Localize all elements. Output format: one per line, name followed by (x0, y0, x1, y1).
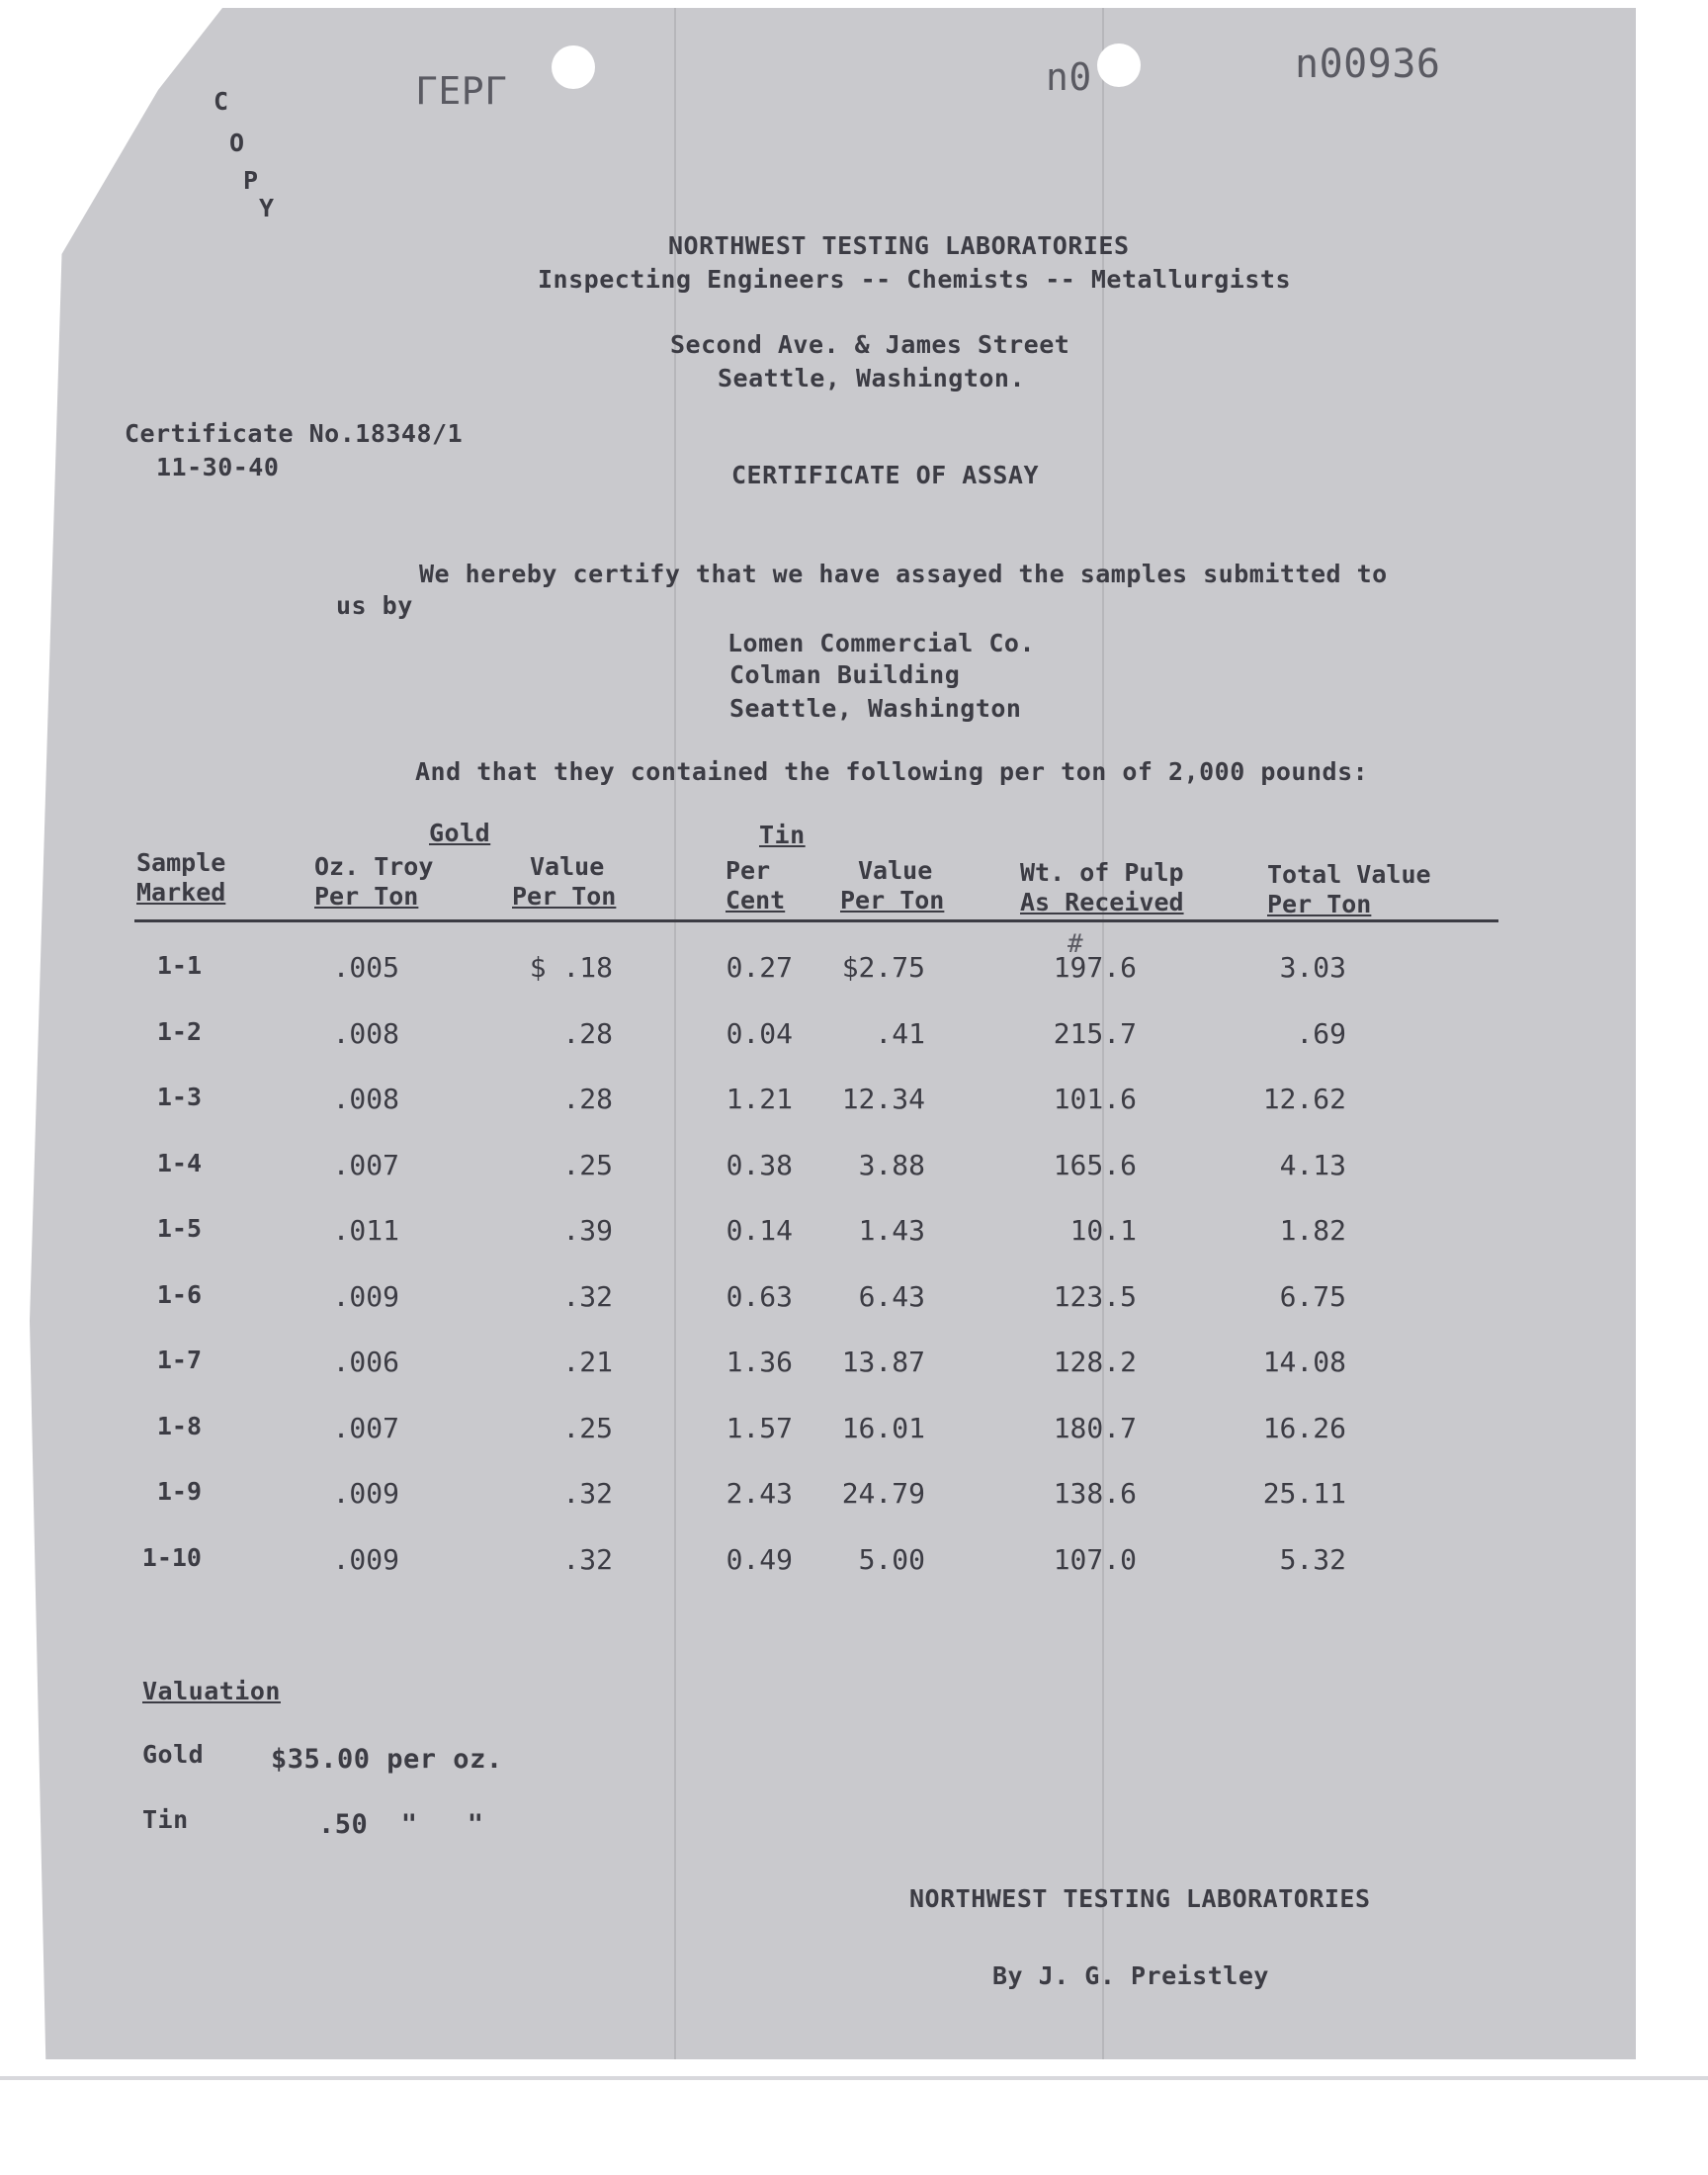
company-subtitle: Inspecting Engineers -- Chemists -- Metallurgists (538, 265, 1292, 294)
cell-gold-value: .32 (562, 1279, 613, 1313)
cell-tin-value: 1.43 (858, 1214, 925, 1247)
cell-gold-value: $ .18 (529, 951, 613, 984)
top-right-stamp: n00936 (1295, 42, 1441, 87)
cell-total-value: .69 (1296, 1016, 1346, 1050)
valuation-gold-rate: $35.00 per oz. (271, 1744, 503, 1775)
header-gold-value: Value Per Ton (512, 852, 617, 911)
copy-letter: O (229, 129, 245, 157)
cell-gold-value: .21 (562, 1346, 613, 1378)
top-left-stamp: ΓΕΡΓ (415, 69, 508, 113)
cell-total-value: 5.32 (1279, 1542, 1346, 1576)
cell-oz-troy: .008 (332, 1016, 399, 1050)
cell-tin-percent: 0.38 (726, 1148, 793, 1181)
cell-total-value: 25.11 (1262, 1477, 1346, 1510)
cell-tin-value: 16.01 (841, 1411, 925, 1444)
cell-tin-value: 24.79 (841, 1477, 925, 1510)
valuation-gold-label: Gold (142, 1740, 205, 1769)
cell-tin-percent: 1.36 (726, 1346, 793, 1378)
cell-sample: 1-8 (156, 1411, 202, 1440)
copy-letter: Y (259, 194, 275, 222)
certificate-number: Certificate No.18348/1 (125, 419, 464, 448)
cell-pulp-weight: 138.6 (1053, 1477, 1137, 1510)
cell-gold-value: .28 (562, 1083, 613, 1115)
valuation-heading: Valuation (142, 1677, 281, 1705)
cell-tin-percent: 1.57 (726, 1411, 793, 1444)
address-line: Seattle, Washington. (718, 364, 1026, 392)
header-tin-value: Value Per Ton (840, 856, 945, 914)
cell-tin-value: .41 (875, 1016, 925, 1050)
cell-pulp-weight: 101.6 (1053, 1083, 1137, 1115)
cell-oz-troy: .006 (332, 1346, 399, 1378)
cell-gold-value: .32 (562, 1542, 613, 1576)
certificate-date: 11-30-40 (156, 453, 280, 481)
valuation-tin-label: Tin (142, 1805, 189, 1834)
cell-total-value: 1.82 (1279, 1214, 1346, 1247)
cell-gold-value: .39 (562, 1214, 613, 1247)
gold-group-header: Gold (429, 819, 491, 847)
cell-pulp-weight: 215.7 (1053, 1016, 1137, 1050)
cell-sample: 1-3 (156, 1083, 202, 1111)
cell-sample: 1-5 (156, 1214, 202, 1243)
cell-sample: 1-6 (156, 1279, 202, 1309)
punch-hole (1097, 44, 1141, 87)
valuation-tin-rate: .50 " " (318, 1809, 484, 1840)
contained-text: And that they contained the following per ton of 2,000 pounds: (415, 757, 1369, 786)
cell-oz-troy: .008 (332, 1083, 399, 1115)
tin-group-header: Tin (759, 821, 806, 849)
cell-tin-value: 13.87 (841, 1346, 925, 1378)
punch-hole (552, 45, 595, 89)
intro-text: us by (336, 591, 413, 620)
header-oz-troy: Oz. Troy Per Ton (314, 852, 434, 911)
cell-tin-percent: 0.04 (726, 1016, 793, 1050)
cell-tin-value: 6.43 (858, 1279, 925, 1313)
cell-oz-troy: .007 (332, 1411, 399, 1444)
cell-pulp-weight: 180.7 (1053, 1411, 1137, 1444)
cell-pulp-weight: 10.1 (1069, 1214, 1137, 1247)
company-name: NORTHWEST TESTING LABORATORIES (668, 231, 1130, 260)
cell-gold-value: .25 (562, 1411, 613, 1444)
cell-tin-percent: 0.27 (726, 951, 793, 984)
signature-name: By J. G. Preistley (992, 1961, 1269, 1990)
cell-tin-percent: 2.43 (726, 1477, 793, 1510)
cell-oz-troy: .007 (332, 1148, 399, 1181)
header-per-cent: Per Cent (726, 856, 786, 914)
client-city: Seattle, Washington (729, 694, 1022, 723)
cell-oz-troy: .009 (332, 1477, 399, 1510)
cell-total-value: 3.03 (1279, 951, 1346, 984)
cell-gold-value: .32 (562, 1477, 613, 1510)
cell-oz-troy: .009 (332, 1279, 399, 1313)
cell-pulp-weight: 107.0 (1053, 1542, 1137, 1576)
address-line: Second Ave. & James Street (670, 330, 1070, 359)
pulp-unit-mark: # (1068, 929, 1084, 959)
cell-total-value: 12.62 (1262, 1083, 1346, 1115)
cell-oz-troy: .011 (332, 1214, 399, 1247)
cell-sample: 1-7 (156, 1346, 202, 1374)
cell-tin-percent: 0.14 (726, 1214, 793, 1247)
copy-letter: C (214, 87, 229, 116)
header-rule (134, 919, 1498, 922)
cell-total-value: 4.13 (1279, 1148, 1346, 1181)
certificate-title: CERTIFICATE OF ASSAY (731, 461, 1040, 489)
cell-sample: 1-9 (156, 1477, 202, 1506)
top-mid-stamp: n0 (1046, 55, 1092, 99)
cell-total-value: 6.75 (1279, 1279, 1346, 1313)
cell-tin-percent: 0.49 (726, 1542, 793, 1576)
client-building: Colman Building (729, 660, 961, 689)
signature-company: NORTHWEST TESTING LABORATORIES (909, 1884, 1371, 1913)
cell-tin-value: 5.00 (858, 1542, 925, 1576)
header-wt-pulp: Wt. of Pulp As Received (1020, 858, 1184, 916)
cell-sample: 1-4 (156, 1148, 202, 1177)
scan-edge (0, 2076, 1708, 2080)
cell-pulp-weight: 123.5 (1053, 1279, 1137, 1313)
cell-tin-value: $2.75 (841, 951, 925, 984)
cell-total-value: 14.08 (1262, 1346, 1346, 1378)
cell-gold-value: .28 (562, 1016, 613, 1050)
copy-letter: P (243, 166, 259, 195)
intro-text: We hereby certify that we have assayed the samples submitted to (419, 560, 1388, 588)
cell-tin-value: 3.88 (858, 1148, 925, 1181)
cell-oz-troy: .005 (332, 951, 399, 984)
cell-sample: 1-1 (156, 951, 202, 980)
cell-pulp-weight: 165.6 (1053, 1148, 1137, 1181)
cell-oz-troy: .009 (332, 1542, 399, 1576)
cell-pulp-weight: 128.2 (1053, 1346, 1137, 1378)
cell-tin-percent: 1.21 (726, 1083, 793, 1115)
cell-sample: 1-10 (141, 1542, 202, 1572)
header-total-value: Total Value Per Ton (1267, 860, 1431, 918)
fold-line (674, 8, 676, 2059)
cell-gold-value: .25 (562, 1148, 613, 1181)
header-sample: Sample Marked (136, 848, 226, 907)
cell-tin-percent: 0.63 (726, 1279, 793, 1313)
cell-tin-value: 12.34 (841, 1083, 925, 1115)
cell-total-value: 16.26 (1262, 1411, 1346, 1444)
cell-sample: 1-2 (156, 1016, 202, 1046)
cell-pulp-weight: 197.6 (1053, 951, 1137, 984)
client-name: Lomen Commercial Co. (727, 629, 1036, 657)
